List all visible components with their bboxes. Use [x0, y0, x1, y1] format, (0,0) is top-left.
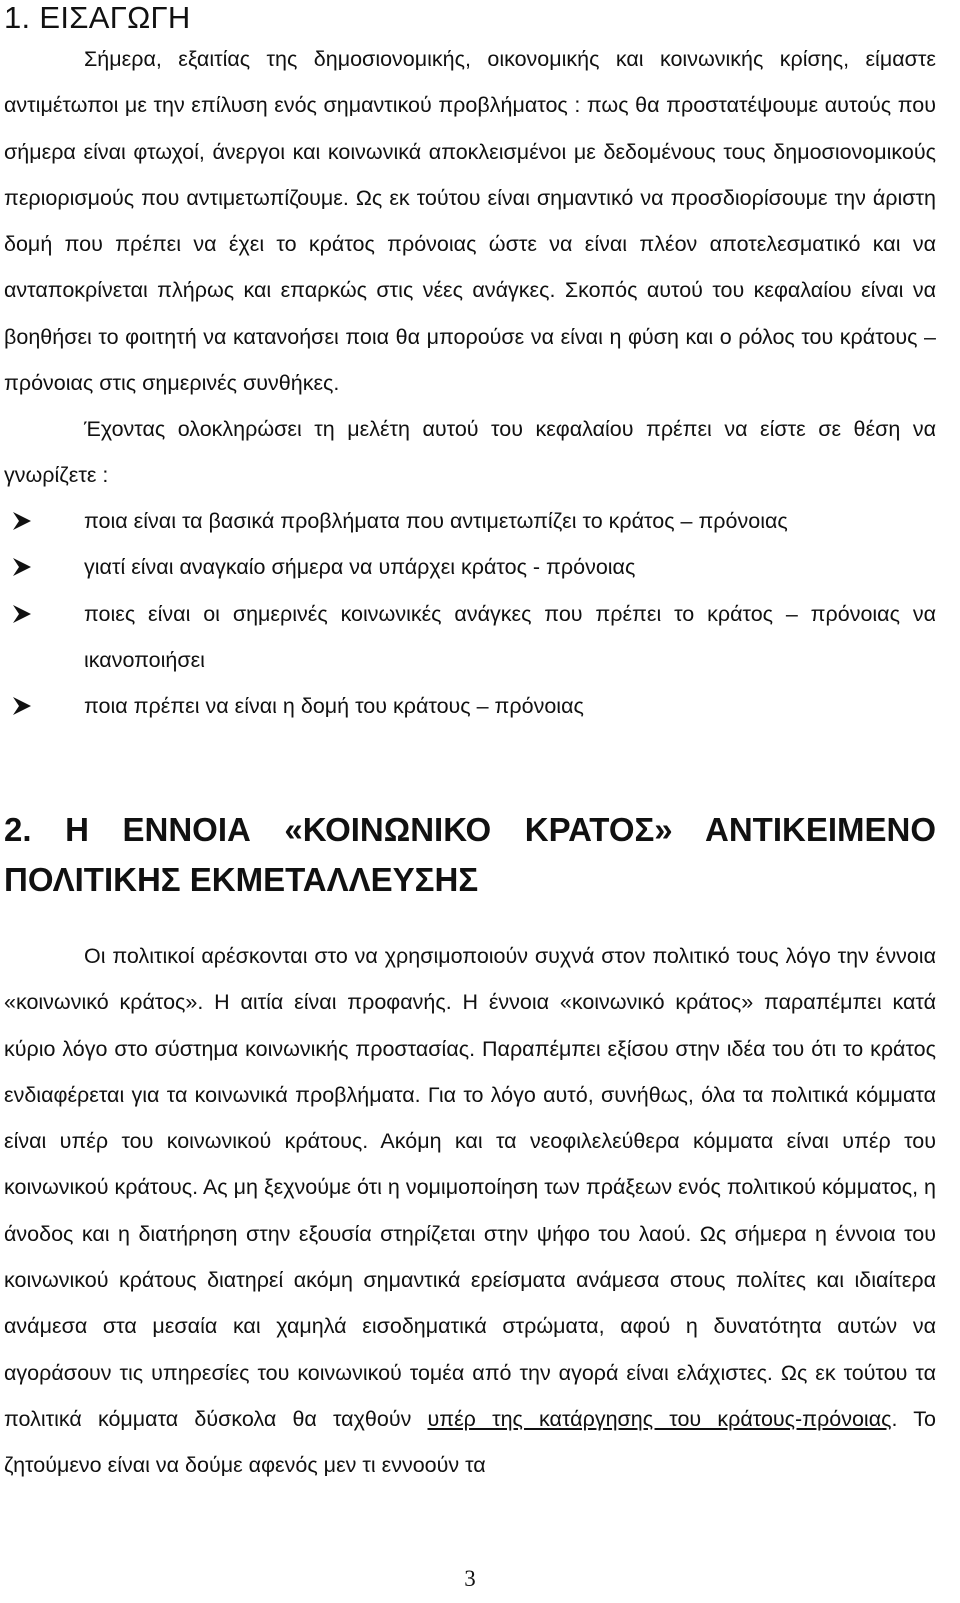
- section-2-heading-line-1: 2. Η ΕΝΝΟΙΑ «ΚΟΙΝΩΝΙΚΟ ΚΡΑΤΟΣ» ΑΝΤΙΚΕΙΜΕΝΟ: [4, 811, 936, 848]
- list-item: ποια είναι τα βασικά προβλήματα που αντιμετωπίζει το κράτος – πρόνοιας: [4, 498, 936, 544]
- arrowhead-bullet-icon: [12, 557, 32, 577]
- page-number: 3: [464, 1566, 476, 1591]
- section-1-heading: 1. ΕΙΣΑΓΩΓΗ: [4, 0, 191, 35]
- underlined-phrase: υπέρ της κατάργησης του κράτους-πρόνοιας: [427, 1406, 892, 1431]
- arrowhead-bullet-icon: [12, 604, 32, 624]
- objectives-lead-paragraph: Έχοντας ολοκληρώσει τη μελέτη αυτού του κεφαλαίου πρέπει να είστε σε θέση να γνωρίζετε :: [4, 417, 936, 488]
- arrowhead-bullet-icon: [12, 696, 32, 716]
- list-item: ποια πρέπει να είναι η δομή του κράτους – πρόνοιας: [4, 683, 936, 729]
- arrowhead-bullet-icon: [12, 511, 32, 531]
- objectives-list: [4, 498, 936, 729]
- list-item: γιατί είναι αναγκαίο σήμερα να υπάρχει κράτος - πρόνοιας: [4, 544, 936, 590]
- section-2-paragraph: Οι πολιτικοί αρέσκονται στο να χρησιμοποιούν συχνά στον πολιτικό τους λόγο την έννοια «κοινωνικό κράτος». Η αιτία είναι προφανής. Η έννοια «κοινωνικό κράτος» παραπέμπει κατά κύριο λόγο στο σύστημα κοινωνικής προστασίας. Παραπέμπει εξίσου στην ιδέα του ότι το κράτος ενδιαφέρεται για τα κοινωνικά προβλήματα. Για το λόγο αυτό, συνήθως, όλα τα πολιτικά κόμματα είναι υπέρ του κοινωνικού κράτους. Ακόμη και τα νεοφιλελεύθερα κόμματα είναι υπέρ του κοινωνικού κράτους. Ας μη ξεχνούμε ότι η νομιμοποίηση των πράξεων ενός πολιτικού κόμματος, η άνοδος και η διατήρηση στην εξουσία στηρίζεται στην ψήφο του λαού. Ως σήμερα η έννοια του κοινωνικού κράτους διατηρεί ακόμη σημαντικά ερείσματα ανάμεσα στους πολίτες και ιδιαίτερα ανάμεσα στα μεσαία και χαμηλά εισοδηματικά στρώματα, αφού η δυνατότητα αυτών να αγοράσουν τις υπηρεσίες του κοινωνικού τομέα από την αγορά είναι ελάχιστες. Ως εκ τούτου τα πολιτικά κόμματα δύσκολα θα ταχθούν υπέρ της κατάργησης του κράτους-πρόνοιας. Το ζητούμενο είναι να δούμε αφενός μεν τι εννοούν τα: [4, 944, 936, 1478]
- section-2-heading: [4, 805, 936, 905]
- intro-paragraph: Σήμερα, εξαιτίας της δημοσιονομικής, οικονομικής και κοινωνικής κρίσης, είμαστε αντιμέτωποι με την επίλυση ενός σημαντικού προβλήματος : πως θα προστατέψουμε αυτούς που σήμερα είναι φτωχοί, άνεργοι και κοινωνικά αποκλεισμένοι με δεδομένους τους δημοσιονομικούς περιορισμούς που αντιμετωπίζουμε. Ως εκ τούτου είναι σημαντικό να προσδιορίσουμε την άριστη δομή που πρέπει να έχει το κράτος πρόνοιας ώστε να είναι πλέον αποτελεσματικό και να ανταποκρίνεται πλήρως και επαρκώς στις νέες ανάγκες. Σκοπός αυτού του κεφαλαίου είναι να βοηθήσει το φοιτητή να κατανοήσει ποια θα μπορούσε να είναι η φύση και ο ρόλος του κράτους – πρόνοιας στις σημερινές συνθήκες.: [4, 47, 936, 396]
- section-2-heading-line-2: ΠΟΛΙΤΙΚΗΣ ΕΚΜΕΤΑΛΛΕΥΣΗΣ: [4, 861, 479, 898]
- list-item: ποιες είναι οι σημερινές κοινωνικές ανάγκες που πρέπει το κράτος – πρόνοιας να ικανοποιήσει: [4, 591, 936, 684]
